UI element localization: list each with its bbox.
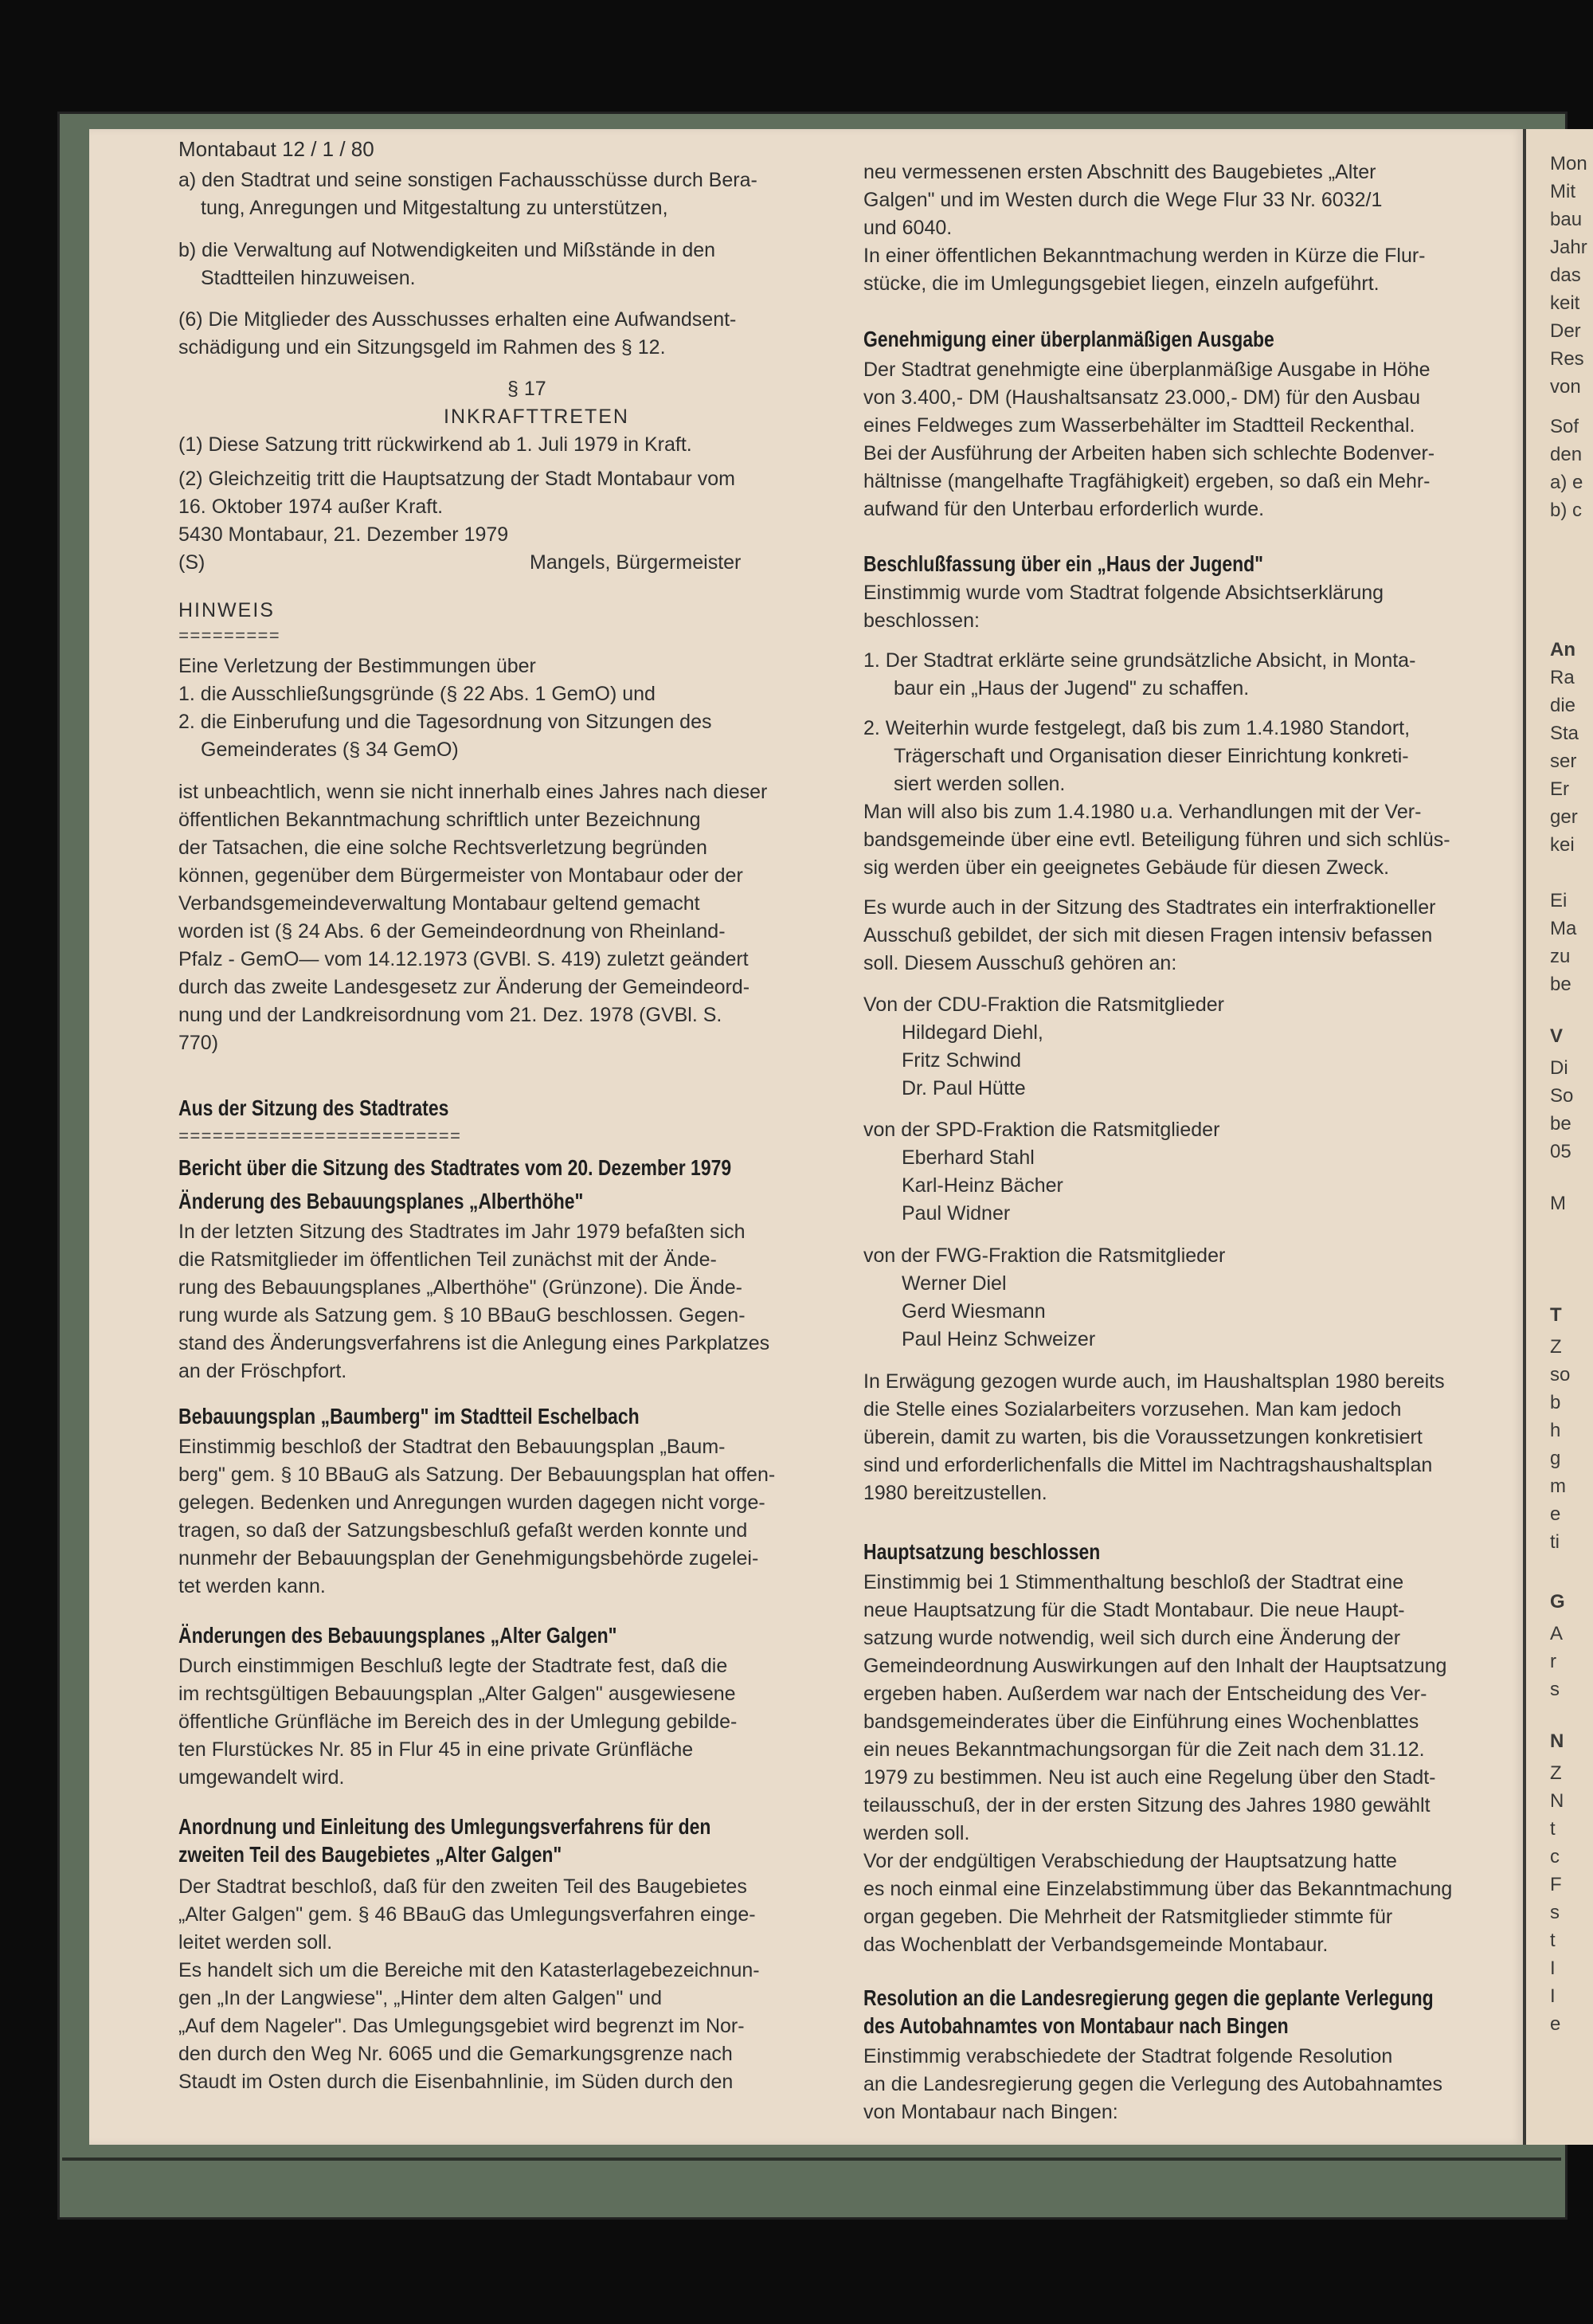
edge-fragment: Ra — [1550, 667, 1575, 688]
edge-fragment: e — [1550, 2013, 1561, 2035]
member-name: Fritz Schwind — [902, 1049, 1022, 1072]
text-line: „Alter Galgen" gem. § 46 BBauG das Umlegungsverfahren einge- — [178, 1903, 756, 1926]
text-line: öffentlichen Bekanntmachung schriftlich unter Bezeichnung — [178, 809, 701, 831]
edge-fragment: m — [1550, 1476, 1566, 1497]
edge-fragment: so — [1550, 1364, 1571, 1385]
text-line: tet werden kann. — [178, 1575, 326, 1597]
text-line: ergeben haben. Außerdem war nach der Entscheidung des Ver- — [863, 1683, 1427, 1705]
edge-fragment: Di — [1550, 1057, 1568, 1079]
edge-fragment: Er — [1550, 778, 1569, 800]
edge-fragment: V — [1550, 1025, 1564, 1047]
text-line: bandsgemeinde über eine evtl. Beteiligung führen und sich schlüs- — [863, 829, 1450, 851]
text-line: Der Stadtrat genehmigte eine überplanmäßige Ausgabe in Höhe — [863, 359, 1431, 381]
edge-fragment: s — [1550, 1902, 1560, 1923]
edge-fragment: Mon — [1550, 153, 1587, 174]
text-line: gen „In der Langwiese", „Hinter dem alten Galgen" und — [178, 1987, 662, 2009]
text-line: Vor der endgültigen Verabschiedung der Hauptsatzung hatte — [863, 1850, 1397, 1872]
text-line: werden soll. — [863, 1822, 970, 1844]
edge-fragment: N — [1550, 1790, 1564, 1812]
text-line: baur ein „Haus der Jugend" zu schaffen. — [894, 677, 1250, 700]
edge-fragment: t — [1550, 1930, 1556, 1951]
edge-fragment: T — [1550, 1304, 1562, 1326]
text-line: der Tatsachen, die eine solche Rechtsverletzung begründen — [178, 837, 707, 859]
edge-fragment: So — [1550, 1085, 1574, 1107]
text-line: nunmehr der Bebauungsplan der Genehmigungsbehörde zugelei- — [178, 1547, 759, 1570]
text-line: sig werden über ein geeignetes Gebäude für diesen Zweck. — [863, 856, 1390, 879]
edge-fragment: den — [1550, 444, 1583, 465]
edge-fragment: s — [1550, 1679, 1560, 1700]
text-line: rung wurde als Satzung gem. § 10 BBauG beschlossen. Gegen- — [178, 1304, 746, 1327]
edge-fragment: Mit — [1550, 181, 1575, 202]
text-line: Stadtteilen hinzuweisen. — [201, 267, 416, 289]
member-name: Eberhard Stahl — [902, 1146, 1035, 1169]
text-line: 5430 Montabaur, 21. Dezember 1979 — [178, 523, 509, 546]
text-line: gelegen. Bedenken und Anregungen wurden dagegen nicht vorge- — [178, 1491, 765, 1514]
edge-fragment: be — [1550, 1113, 1571, 1135]
edge-fragment: Sof — [1550, 416, 1579, 437]
text-line: „Auf dem Nageler". Das Umlegungsgebiet wird begrenzt im Nor- — [178, 2015, 745, 2037]
text-line: rung des Bebauungsplanes „Alberthöhe" (Grünzone). Die Ände- — [178, 1276, 742, 1299]
edge-fragment: c — [1550, 1846, 1560, 1867]
edge-fragment: Res — [1550, 348, 1584, 370]
edge-fragment: Ma — [1550, 918, 1577, 939]
text-line: hältnisse (mangelhafte Tragfähigkeit) ergeben, so daß ein Mehr- — [863, 470, 1431, 492]
text-line: und 6040. — [863, 217, 953, 239]
edge-fragment: Sta — [1550, 723, 1579, 744]
text-line: Durch einstimmigen Beschluß legte der Stadtrate fest, daß die — [178, 1655, 728, 1677]
text-line: berg" gem. § 10 BBauG als Satzung. Der Bebauungsplan hat offen- — [178, 1464, 776, 1486]
text-line: Von der CDU-Fraktion die Ratsmitglieder — [863, 993, 1224, 1016]
edge-fragment: Der — [1550, 320, 1581, 342]
text-line: schädigung und ein Sitzungsgeld im Rahmen des § 12. — [178, 336, 666, 359]
text-line: Gemeindeordnung Auswirkungen auf den Inhalt der Hauptsatzung — [863, 1655, 1447, 1677]
edge-fragment: zu — [1550, 946, 1571, 967]
text-line: umgewandelt wird. — [178, 1766, 345, 1789]
text-line: ein neues Bekanntmachungsorgan für die Zeit nach dem 31.12. — [863, 1738, 1425, 1761]
text-line: überein, damit zu warten, bis die Voraussetzungen konkretisiert — [863, 1426, 1423, 1448]
member-name: Dr. Paul Hütte — [902, 1077, 1026, 1099]
edge-fragment: I — [1550, 1958, 1556, 1979]
text-line: neu vermessenen ersten Abschnitt des Baugebietes „Alter — [863, 161, 1376, 183]
text-line: In einer öffentlichen Bekanntmachung werden in Kürze die Flur- — [863, 245, 1426, 267]
section-number: § 17 — [507, 378, 546, 400]
text-line: im rechtsgültigen Bebauungsplan „Alter Galgen" ausgewiesene — [178, 1683, 736, 1705]
text-line: durch das zweite Landesgesetz zur Änderung der Gemeindeord- — [178, 976, 750, 998]
edge-fragment: N — [1550, 1730, 1564, 1752]
text-line: Staudt im Osten durch die Eisenbahnlinie, im Süden durch den — [178, 2071, 734, 2093]
text-line: b) die Verwaltung auf Notwendigkeiten und Mißstände in den — [178, 239, 716, 261]
hinweis-heading: HINWEIS — [178, 599, 275, 621]
edge-fragment: von — [1550, 376, 1581, 398]
edge-fragment: Jahr — [1550, 237, 1587, 258]
text-line: von Montabaur nach Bingen: — [863, 2101, 1118, 2123]
section-heading: Aus der Sitzung des Stadtrates — [178, 1095, 449, 1120]
text-line: 2. die Einberufung und die Tagesordnung von Sitzungen des — [178, 711, 712, 733]
edge-fragment: kei — [1550, 834, 1575, 856]
binder-edge — [62, 2157, 1561, 2161]
text-line: Bei der Ausführung der Arbeiten haben sich schlechte Bodenver- — [863, 442, 1435, 464]
text-line: ten Flurstückes Nr. 85 in Flur 45 in eine private Grünfläche — [178, 1738, 694, 1761]
edge-fragment: g — [1550, 1448, 1561, 1469]
edge-fragment: A — [1550, 1623, 1564, 1644]
text-line: beschlossen: — [863, 609, 980, 632]
text-line: In Erwägung gezogen wurde auch, im Haushaltsplan 1980 bereits — [863, 1370, 1445, 1393]
text-line: organ gegeben. Die Mehrheit der Ratsmitglieder stimmte für — [863, 1906, 1393, 1928]
section-heading: Anordnung und Einleitung des Umlegungsverfahrens für den — [178, 1814, 711, 1839]
section-title: INKRAFTTRETEN — [444, 406, 629, 428]
text-line: teilausschuß, der in der ersten Sitzung des Jahres 1980 gewählt — [863, 1794, 1431, 1816]
edge-fragment: 05 — [1550, 1141, 1571, 1162]
edge-fragment: ti — [1550, 1531, 1560, 1553]
edge-fragment: a) e — [1550, 472, 1583, 493]
text-line: nung und der Landkreisordnung vom 21. Dez. 1978 (GVBl. S. — [178, 1004, 722, 1026]
text-line: Man will also bis zum 1.4.1980 u.a. Verhandlungen mit der Ver- — [863, 801, 1422, 823]
text-line: (6) Die Mitglieder des Ausschusses erhalten eine Aufwandsent- — [178, 308, 737, 331]
text-line: können, gegenüber dem Bürgermeister von Montabaur oder der — [178, 864, 743, 887]
text-line: satzung wurde notwendig, weil sich durch eine Änderung der — [863, 1627, 1401, 1649]
edge-fragment: b) c — [1550, 500, 1583, 521]
edge-fragment: r — [1550, 1651, 1556, 1672]
text-line: die Ratsmitglieder im öffentlichen Teil zunächst mit der Ände- — [178, 1248, 717, 1271]
edge-fragment: t — [1550, 1818, 1556, 1840]
edge-fragment: Z — [1550, 1762, 1562, 1784]
text-line: Einstimmig bei 1 Stimmenthaltung beschloß der Stadtrat eine — [863, 1571, 1404, 1593]
text-line: die Stelle eines Sozialarbeiters vorzusehen. Man kam jedoch — [863, 1398, 1402, 1421]
member-name: Paul Heinz Schweizer — [902, 1328, 1096, 1350]
text-line: stücke, die im Umlegungsgebiet liegen, einzeln aufgeführt. — [863, 272, 1380, 295]
edge-fragment: h — [1550, 1420, 1561, 1441]
section-rule: ========================= — [178, 1127, 462, 1147]
text-line: Pfalz - GemO— vom 14.12.1973 (GVBl. S. 419) zuletzt geändert — [178, 948, 749, 970]
text-line: 770) — [178, 1032, 219, 1054]
edge-fragment: keit — [1550, 292, 1580, 314]
text-line: aufwand für den Unterbau erforderlich wurde. — [863, 498, 1265, 520]
text-line: worden ist (§ 24 Abs. 6 der Gemeindeordnung von Rheinland- — [178, 920, 726, 943]
text-line: 2. Weiterhin wurde festgelegt, daß bis zum 1.4.1980 Standort, — [863, 717, 1411, 739]
text-line: tragen, so daß der Satzungsbeschluß gefaßt werden konnte und — [178, 1519, 748, 1542]
signature-name: Mangels, Bürgermeister — [530, 551, 742, 574]
text-line: an der Fröschpfort. — [178, 1360, 347, 1382]
section-heading: Genehmigung einer überplanmäßigen Ausgabe — [863, 327, 1274, 351]
text-line: Es handelt sich um die Bereiche mit den Katasterlagebezeichnun- — [178, 1959, 760, 1981]
text-line: a) den Stadtrat und seine sonstigen Fachausschüsse durch Bera- — [178, 169, 757, 191]
section-heading: Hauptsatzung beschlossen — [863, 1539, 1101, 1564]
text-line: Der Stadtrat beschloß, daß für den zweiten Teil des Baugebietes — [178, 1875, 747, 1898]
text-line: 1980 bereitzustellen. — [863, 1482, 1047, 1504]
edge-fragment: Z — [1550, 1336, 1562, 1358]
hinweis-rule: ========= — [178, 627, 280, 647]
edge-fragment: F — [1550, 1874, 1562, 1895]
section-heading: zweiten Teil des Baugebietes „Alter Galgen" — [178, 1842, 562, 1867]
text-line: Trägerschaft und Organisation dieser Einrichtung konkreti- — [894, 745, 1409, 767]
page-header: Montabaut 12 / 1 / 80 — [178, 137, 374, 161]
edge-fragment: die — [1550, 695, 1576, 716]
text-line: eines Feldweges zum Wasserbehälter im Stadtteil Reckenthal. — [863, 414, 1415, 437]
text-line: sind und erforderlichenfalls die Mittel im Nachtragshaushaltsplan — [863, 1454, 1433, 1476]
section-heading: Änderungen des Bebauungsplanes „Alter Galgen" — [178, 1623, 617, 1648]
edge-fragment: M — [1550, 1193, 1566, 1214]
text-line: Einstimmig wurde vom Stadtrat folgende Absichtserklärung — [863, 582, 1384, 604]
text-line: Gemeinderates (§ 34 GemO) — [201, 739, 459, 761]
member-name: Hildegard Diehl, — [902, 1021, 1043, 1044]
signature-s: (S) — [178, 551, 205, 574]
member-name: Karl-Heinz Bächer — [902, 1174, 1063, 1197]
section-heading: Resolution an die Landesregierung gegen die geplante Verlegung — [863, 1985, 1434, 2010]
text-line: es noch einmal eine Einzelabstimmung über das Bekanntmachung — [863, 1878, 1453, 1900]
section-heading: Beschlußfassung über ein „Haus der Jugend" — [863, 551, 1264, 576]
text-line: Ausschuß gebildet, der sich mit diesen Fragen intensiv befassen — [863, 924, 1433, 946]
section-heading: Änderung des Bebauungsplanes „Alberthöhe" — [178, 1189, 584, 1213]
text-line: In der letzten Sitzung des Stadtrates im Jahr 1979 befaßten sich — [178, 1221, 746, 1243]
text-line: 1. Der Stadtrat erklärte seine grundsätzliche Absicht, in Monta- — [863, 649, 1416, 672]
edge-fragment: Ei — [1550, 890, 1568, 911]
section-heading: des Autobahnamtes von Montabaur nach Bingen — [863, 2013, 1289, 2038]
edge-fragment: ser — [1550, 750, 1577, 772]
edge-fragment: I — [1550, 1985, 1556, 2007]
document-page — [89, 129, 1523, 2145]
edge-fragment: An — [1550, 639, 1575, 660]
text-line: ist unbeachtlich, wenn sie nicht innerhalb eines Jahres nach dieser — [178, 781, 768, 803]
edge-fragment: G — [1550, 1591, 1565, 1613]
text-line: neue Hauptsatzung für die Stadt Montabaur. Die neue Haupt- — [863, 1599, 1405, 1621]
text-line: Verbandsgemeindeverwaltung Montabaur geltend gemacht — [178, 892, 700, 915]
text-line: Galgen" und im Westen durch die Wege Flur 33 Nr. 6032/1 — [863, 189, 1383, 211]
edge-fragment: das — [1550, 265, 1581, 286]
text-line: 1. die Ausschließungsgründe (§ 22 Abs. 1 GemO) und — [178, 683, 656, 705]
text-line: das Wochenblatt der Verbandsgemeinde Montabaur. — [863, 1934, 1329, 1956]
edge-fragment: bau — [1550, 209, 1583, 230]
text-line: Eine Verletzung der Bestimmungen über — [178, 655, 536, 677]
text-line: öffentliche Grünfläche im Bereich des in der Umlegung gebilde- — [178, 1711, 738, 1733]
section-heading: Bebauungsplan „Baumberg" im Stadtteil Eschelbach — [178, 1404, 640, 1428]
edge-fragment: b — [1550, 1392, 1561, 1413]
edge-fragment: ger — [1550, 806, 1578, 828]
text-line: Es wurde auch in der Sitzung des Stadtrates ein interfraktioneller — [863, 896, 1436, 919]
text-line: von der SPD-Fraktion die Ratsmitglieder — [863, 1119, 1220, 1141]
text-line: soll. Diesem Ausschuß gehören an: — [863, 952, 1177, 974]
text-line: bandsgemeinderates über die Einführung eines Wochenblattes — [863, 1711, 1419, 1733]
text-line: stand des Änderungsverfahrens ist die Anlegung eines Parkplatzes — [178, 1332, 770, 1354]
text-line: den durch den Weg Nr. 6065 und die Gemarkungsgrenze nach — [178, 2043, 733, 2065]
text-line: 16. Oktober 1974 außer Kraft. — [178, 496, 444, 518]
text-line: von der FWG-Fraktion die Ratsmitglieder — [863, 1244, 1226, 1267]
edge-fragment: e — [1550, 1503, 1561, 1525]
text-line: (1) Diese Satzung tritt rückwirkend ab 1. Juli 1979 in Kraft. — [178, 433, 692, 456]
text-line: tung, Anregungen und Mitgestaltung zu unterstützen, — [201, 197, 668, 219]
text-line: (2) Gleichzeitig tritt die Hauptsatzung der Stadt Montabaur vom — [178, 468, 735, 490]
text-line: an die Landesregierung gegen die Verlegung des Autobahnamtes — [863, 2073, 1442, 2095]
member-name: Gerd Wiesmann — [902, 1300, 1046, 1323]
edge-fragment: be — [1550, 974, 1571, 995]
next-page-edge — [1523, 129, 1593, 2145]
text-line: Einstimmig beschloß der Stadtrat den Bebauungsplan „Baum- — [178, 1436, 726, 1458]
member-name: Paul Widner — [902, 1202, 1011, 1225]
member-name: Werner Diel — [902, 1272, 1007, 1295]
text-line: leitet werden soll. — [178, 1931, 333, 1954]
text-line: 1979 zu bestimmen. Neu ist auch eine Regelung über den Stadt- — [863, 1766, 1436, 1789]
section-heading: Bericht über die Sitzung des Stadtrates vom 20. Dezember 1979 — [178, 1155, 732, 1180]
text-line: von 3.400,- DM (Haushaltsansatz 23.000,- DM) für den Ausbau — [863, 386, 1420, 409]
text-line: siert werden sollen. — [894, 773, 1066, 795]
text-line: Einstimmig verabschiedete der Stadtrat folgende Resolution — [863, 2045, 1393, 2067]
